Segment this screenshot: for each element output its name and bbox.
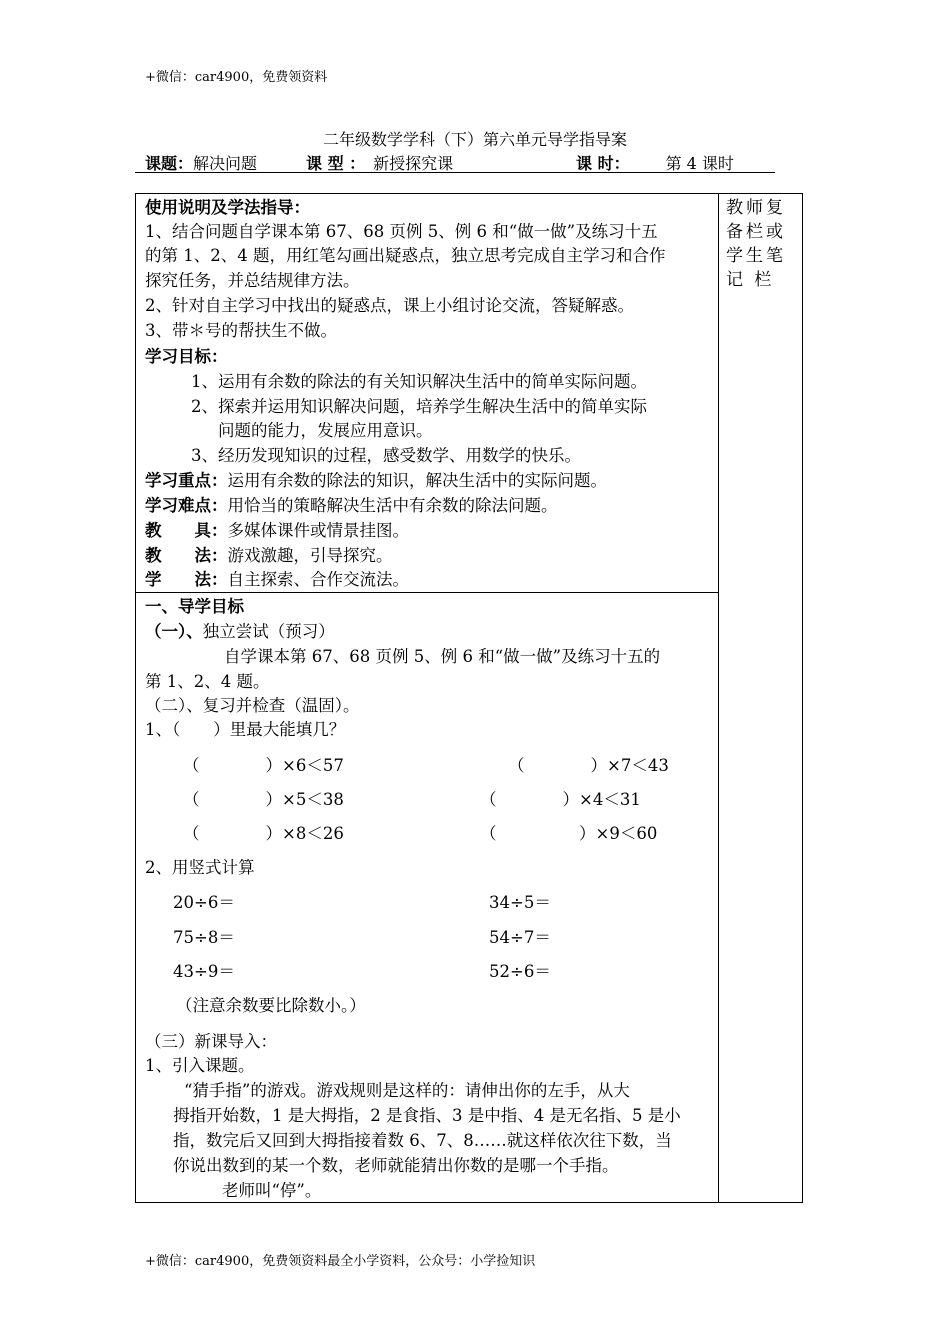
teach-method-label: 教 法：: [145, 546, 228, 565]
game-line: 指，数完后又回到大拇指接着数 6、7、8……就这样依次往下数，当: [173, 1131, 672, 1150]
fill-item: （ ）×7＜43: [508, 756, 669, 775]
game-line: “猜手指”的游戏。游戏规则是这样的：请伸出你的左手，从大: [184, 1081, 630, 1100]
period-field: [576, 151, 734, 174]
side-line: 学生笔: [726, 246, 786, 266]
instructions-line: 的第 1、2、4 题，用红笔勾画出疑惑点，独立思考完成自主学习和合作: [145, 246, 666, 265]
fill-item: （ ）×8＜26: [183, 824, 344, 843]
key-point-text: 运用有余数的除法的知识，解决生活中的实际问题。: [227, 471, 607, 490]
sub1-line: 自学课本第 67、68 页例 5、例 6 和“做一做”及练习十五的: [224, 647, 661, 666]
objective-line: 1、运用有余数的除法的有关知识解决生活中的简单实际问题。: [191, 372, 647, 391]
topic-label: 课题：: [145, 154, 194, 173]
learn-method-text: 自主探索、合作交流法。: [227, 570, 409, 589]
calc-item: 43÷9＝: [173, 962, 235, 981]
instructions-line: 探究任务，并总结规律方法。: [145, 271, 360, 290]
tools-text: 多媒体课件或情景挂图。: [227, 521, 409, 540]
instructions-heading: 使用说明及学法指导：: [145, 198, 310, 217]
objective-line: 2、探索并运用知识解决问题，培养学生解决生活中的简单实际: [191, 397, 647, 416]
row-divider: [135, 592, 719, 593]
footer-note: +微信：car4900，免费领资料最全小学资料，公众号：小学捡知识: [145, 1254, 536, 1269]
fill-item: （ ）×4＜31: [480, 790, 641, 809]
game-line: 你说出数到的某一个数，老师就能猜出你数的是哪一个手指。: [173, 1156, 619, 1175]
sub1-line: 第 1、2、4 题。: [145, 672, 270, 691]
question-1: 1、（ ）里最大能填几？: [145, 720, 346, 739]
stop-line: 老师叫“停”。: [222, 1181, 322, 1200]
side-line: 备栏或: [726, 222, 786, 242]
fill-item: （ ）×6＜57: [183, 756, 344, 775]
learn-method: [145, 568, 409, 592]
meta-underline: [135, 172, 775, 173]
objective-line: 3、经历发现知识的过程，感受数学、用数学的快乐。: [191, 446, 581, 465]
sub1-label: （一）、: [145, 622, 203, 641]
topic-value: 解决问题: [193, 154, 258, 173]
calc-item: 20÷6＝: [173, 893, 235, 912]
sub2: （二）、复习并检查（温固）。: [145, 696, 360, 715]
key-point-label: 学习重点：: [145, 471, 228, 490]
teach-method: [145, 544, 393, 568]
objectives-heading: 学习目标：: [145, 347, 228, 366]
remainder-note: （注意余数要比除数小。）: [176, 996, 366, 1015]
page-title: 二年级数学学科（下）第六单元导学指导案: [322, 130, 627, 149]
instructions-line: 1、结合问题自学课本第 67、68 页例 5、例 6 和“做一做”及练习十五: [145, 222, 658, 241]
game-line: 拇指开始数，1 是大拇指，2 是食指、3 是中指、4 是无名指、5 是小: [173, 1106, 681, 1125]
tools-label: 教 具：: [145, 521, 228, 540]
side-line: 记 栏: [726, 270, 775, 290]
period-value: 第 4 课时: [665, 154, 734, 173]
question-2: 2、用竖式计算: [145, 858, 255, 877]
side-notes-column: [726, 196, 798, 292]
intro: 1、引入课题。: [145, 1056, 255, 1075]
key-point: [145, 469, 607, 493]
difficulty-label: 学习难点：: [145, 496, 228, 515]
sub3: （三）新课导入：: [145, 1032, 277, 1051]
calc-item: 52÷6＝: [489, 962, 551, 981]
type-value: 新授探究课: [373, 154, 454, 173]
difficulty-text: 用恰当的策略解决生活中有余数的除法问题。: [227, 496, 558, 515]
side-line: 教师复: [726, 198, 786, 218]
tools: [145, 519, 409, 543]
topic-field: [145, 151, 257, 174]
learn-method-label: 学 法：: [145, 570, 228, 589]
calc-item: 54÷7＝: [489, 928, 551, 947]
type-label: 课 型 ：: [306, 154, 366, 173]
column-divider: [718, 193, 719, 1203]
instructions-line: 2、针对自主学习中找出的疑惑点，课上小组讨论交流，答疑解惑。: [145, 296, 634, 315]
teach-method-text: 游戏激趣，引导探究。: [227, 546, 393, 565]
period-label: 课 时：: [576, 154, 630, 173]
sub1-text: 独立尝试（预习）: [202, 622, 335, 641]
calc-item: 75÷8＝: [173, 928, 235, 947]
section-heading: 一、导学目标: [145, 597, 244, 616]
instructions-line: 3、带＊号的帮扶生不做。: [145, 321, 337, 340]
fill-item: （ ）×5＜38: [183, 790, 344, 809]
type-field: [306, 151, 453, 174]
sub1: [145, 620, 335, 644]
difficulty: [145, 494, 558, 518]
fill-item: （ ）×9＜60: [480, 824, 658, 843]
header-note: +微信：car4900，免费领资料: [145, 70, 328, 85]
objective-line: 问题的能力，发展应用意识。: [218, 421, 433, 440]
calc-item: 34÷5＝: [489, 893, 551, 912]
